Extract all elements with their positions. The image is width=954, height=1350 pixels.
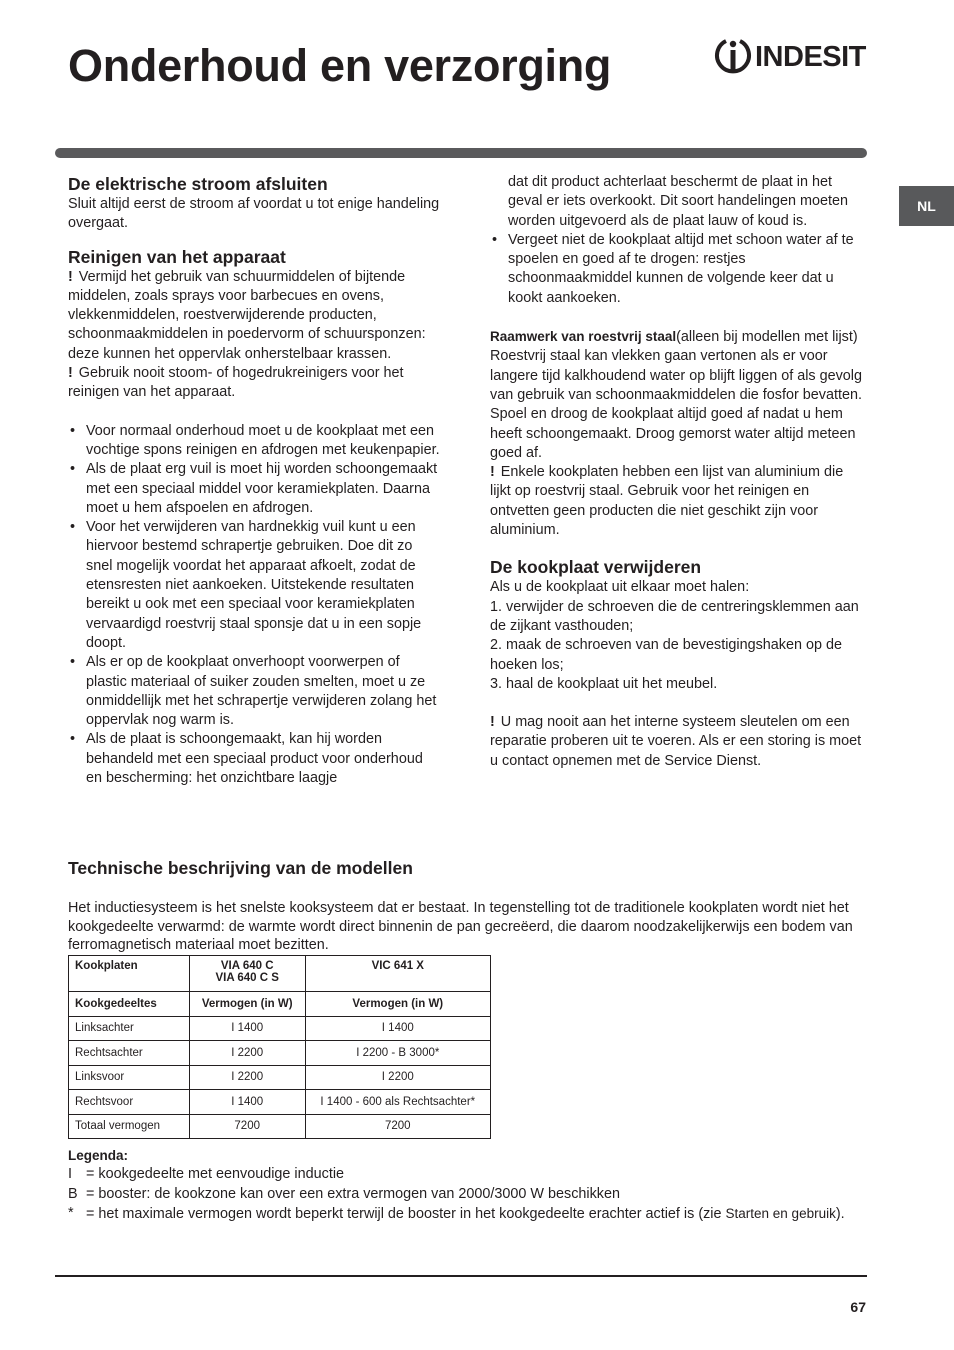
table-cell: Linksvoor (69, 1065, 190, 1090)
remove-warning: ! U mag nooit aan het interne systeem sleutelen om een reparatie proberen uit te voeren. Als er een storing is moet u contact opnemen met de Service Dienst. (490, 714, 862, 769)
table-cell: I 2200 (189, 1041, 305, 1066)
table-row (69, 1041, 491, 1066)
remove-step: 1. verwijder de schroeven die de centreringsklemmen aan de zijkant vasthouden; (490, 598, 859, 634)
brand-logo (713, 36, 866, 78)
table-row (69, 1065, 491, 1090)
legend (68, 1146, 858, 1224)
table-cell: I 1400 (189, 1090, 305, 1115)
indesit-logo-icon (713, 36, 753, 78)
right-column (490, 173, 866, 771)
table-cell: I 1400 - 600 als Rechtsachter* (305, 1090, 490, 1115)
list-item: • Als er op de kookplaat onverhoopt voorwerpen of plastic materiaal of suiker zouden smelten, moet u ze onmiddellijk met het schrapertje verwijderen zolang het oppervlak nog warm is. (68, 653, 440, 730)
legend-item: * = het maximale vermogen wordt beperkt terwijl de booster in het kookgedeelte erachter actief is (zie Starten en gebruik). (68, 1204, 845, 1222)
table-cell: Rechtsvoor (69, 1090, 190, 1115)
brand-name: INDESIT (755, 40, 866, 73)
warning-mark: ! (68, 365, 73, 382)
section-title-cleaning: Reinigen van het apparaat (68, 246, 286, 267)
table-cell: I 2200 (305, 1065, 490, 1090)
frame-text-1: Roestvrij staal kan vlekken gaan vertonen als er voor langere tijd kalkhoudend water op blijft liggen of als gevolg van gebruik van schoonmaakmiddelen die fosfor bevatten. (490, 348, 862, 403)
table-cell: I 1400 (305, 1016, 490, 1041)
remove-step: 2. maak de schroeven van de bevestigingshaken op de hoeken los; (490, 637, 843, 673)
warning-mark: ! (490, 464, 495, 481)
table-cell: I 1400 (189, 1016, 305, 1041)
legend-title: Legenda: (68, 1148, 129, 1163)
table-header-row (69, 956, 491, 992)
continued-text: dat dit product achterlaat beschermt de plaat in het geval er iets overkookt. Dit soort handelingen moeten worden uitgevoerd als de plaat lauw of koud is. (508, 174, 848, 229)
table-cell: Rechtsachter (69, 1041, 190, 1066)
table-cell: 7200 (305, 1114, 490, 1139)
frame-title: Raamwerk van roestvrij staal (490, 329, 677, 345)
table-header-cell: Vermogen (in W) (189, 992, 305, 1017)
table-subheader-row (69, 992, 491, 1017)
list-item: • Voor het verwijderen van hardnekkig vuil kunt u een hiervoor bestemd schrapertje gebruiken. Doe dit zo snel mogelijk voordat het apparaat afkoelt, zodat de etensresten niet aankoeken. Uitstekende resultaten bereikt u ook met een speciaal voor keramiekplaten vervaardigd roestvrij staal sponsje dat u in een sopje doopt. (68, 518, 440, 653)
table-cell: 7200 (189, 1114, 305, 1139)
table-header-cell: VIA 640 C VIA 640 C S (189, 956, 305, 992)
legend-item: I = kookgedeelte met eenvoudige inductie (68, 1166, 345, 1183)
table-row (69, 1090, 491, 1115)
section-title-remove: De kookplaat verwijderen (490, 557, 702, 578)
table-header-cell: VIC 641 X (305, 956, 490, 992)
header-divider (55, 148, 867, 158)
list-item: • Vergeet niet de kookplaat altijd met schoon water af te spoelen en goed af te drogen: restjes schoonmaakmiddel kunnen de volgende keer dat u kookt aankoeken. (490, 231, 866, 308)
cleaning-list (68, 422, 440, 789)
section-title-technical: Technische beschrijving van de modellen (68, 858, 413, 878)
legend-reference: Starten en gebruik (725, 1205, 836, 1221)
cleaning-warning-1: ! Vermijd het gebruik van schuurmiddelen of bijtende middelen, zoals sprays voor barbecues en ovens, vlekkenmiddelen, roestverwijderende producten, schoonmaakmiddelen in poedervorm of schuursponzen: deze kunnen het oppervlak onherstelbaar krassen. (68, 268, 426, 362)
table-header-cell: Kookplaten (69, 956, 190, 992)
frame-heading (490, 327, 866, 347)
section-title-power: De elektrische stroom afsluiten (68, 174, 328, 194)
power-table (68, 955, 491, 1139)
list-item: • Voor normaal onderhoud moet u de kookplaat met een vochtige spons reinigen en afdrogen met keukenpapier. (68, 422, 440, 461)
list-item: • Als de plaat is schoongemaakt, kan hij worden behandeld met een speciaal product voor onderhoud en bescherming: het onzichtbare laagje (68, 730, 440, 788)
list-item: • Als de plaat erg vuil is moet hij worden schoongemaakt met een speciaal middel voor keramiekplaten. Daarna moet u hem afspoelen en afdrogen. (68, 460, 440, 518)
remove-step: 3. haal de kookplaat uit het meubel. (490, 675, 718, 692)
table-row (69, 1016, 491, 1041)
rinse-list (490, 231, 866, 308)
page-number: 67 (850, 1299, 866, 1315)
table-row (69, 1114, 491, 1139)
table-header-cell: Vermogen (in W) (305, 992, 490, 1017)
table-cell: Totaal vermogen (69, 1114, 190, 1139)
technical-intro: Het inductiesysteem is het snelste kooksysteem dat er bestaat. In tegenstelling tot de traditionele kookplaten wordt niet het kookgedeelte verwarmd: de warmte wordt direct binnenin de pan gecreëerd, die daarom noodzakelijkerwijs een bodem van ferromagnetisch materiaal moet bezitten. (68, 900, 853, 953)
cleaning-warning-2: ! Gebruik nooit stoom- of hogedrukreinigers voor het reinigen van het apparaat. (68, 365, 404, 401)
table-cell: I 2200 (189, 1065, 305, 1090)
table-header-cell: Kookgedeeltes (69, 992, 190, 1017)
table-cell: I 2200 - B 3000* (305, 1041, 490, 1066)
warning-mark: ! (490, 714, 495, 731)
page-title: Onderhoud en verzorging (68, 40, 612, 91)
legend-item: B = booster: de kookzone kan over een extra vermogen van 2000/3000 W beschikken (68, 1185, 620, 1202)
frame-note: (alleen bij modellen met lijst) (676, 329, 858, 346)
warning-mark: ! (68, 268, 73, 285)
frame-text-2: Spoel en droog de kookplaat altijd goed af nadat u hem heeft schoongemaakt. Droog gemorst water altijd meteen goed af. (490, 406, 856, 461)
remove-intro: Als u de kookplaat uit elkaar moet halen: (490, 579, 750, 596)
footer-divider (55, 1275, 867, 1277)
table-cell: Linksachter (69, 1016, 190, 1041)
frame-warning: ! Enkele kookplaten hebben een lijst van aluminium die lijkt op roestvrij staal. Gebruik voor het reinigen en ontvetten geen producten die niet geschikt zijn voor aluminium. (490, 464, 844, 539)
power-text: Sluit altijd eerst de stroom af voordat u tot enige handeling overgaat. (68, 196, 440, 232)
language-tab: NL (899, 186, 954, 226)
left-column (68, 173, 440, 788)
